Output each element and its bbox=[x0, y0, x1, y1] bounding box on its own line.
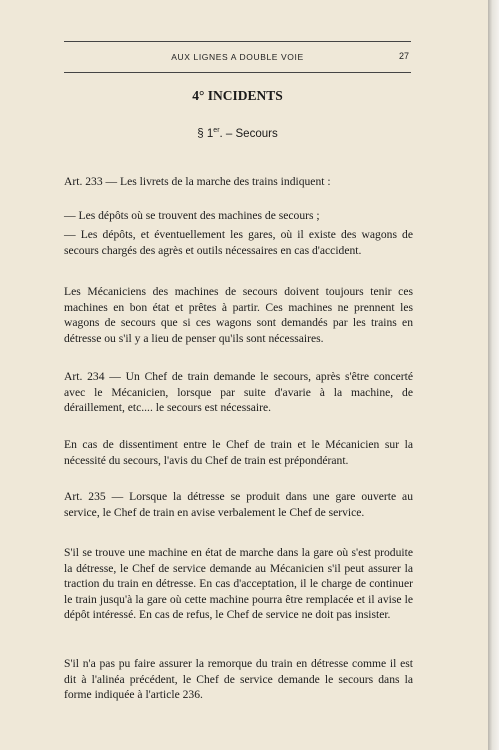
subsection-symbol: § 1 bbox=[197, 127, 214, 140]
paragraph-mecaniciens: Les Mécaniciens des machines de secours doivent toujours tenir ces machines en bon état et prêtes à partir. Ces machines ne prennent les wagons de secours que si ces wagons sont demandés par les trains en détresse ou s'il y a lieu de penser qu'ils sont nécessaires. bbox=[64, 285, 413, 345]
page-header bbox=[64, 41, 411, 73]
paragraph-remorque: S'il n'a pas pu faire assurer la remorque du train en détresse comme il est dit à l'alinéa précédent, le Chef de service demande le secours dans la forme indiquée à l'article 236. bbox=[64, 657, 413, 701]
page-number: 27 bbox=[398, 51, 409, 61]
subsection-heading: . – Secours bbox=[219, 127, 278, 140]
running-head: AUX LIGNES A DOUBLE VOIE bbox=[171, 52, 304, 62]
page-edge bbox=[488, 0, 499, 750]
paragraph-art-234: Art. 234 — Un Chef de train demande le secours, après s'être concerté avec le Mécanicien, lorsque par suite d'avarie à la machine, de déraillement, etc.... le secours est nécessaire. bbox=[64, 370, 413, 414]
paragraph-depots: — Les dépôts où se trouvent des machines de secours ; bbox=[64, 209, 320, 222]
paragraph-machine-en-gare: S'il se trouve une machine en état de marche dans la gare où s'est produite la détresse, le Chef de service demande au Mécanicien s'il peut assurer la traction du train en détresse. En cas d'acceptation, il le charge de continuer le train jusqu'à la gare où cette machine pourra être remplacée et il avise le dépôt intéressé. En cas de refus, le Chef de service ne doit pas insister. bbox=[64, 546, 413, 621]
subsection-superscript: er bbox=[213, 127, 220, 134]
subsection-title bbox=[64, 127, 411, 140]
paragraph-dissentiment: En cas de dissentiment entre le Chef de train et le Mécanicien sur la nécessité du secours, l'avis du Chef de train est prépondérant. bbox=[64, 438, 413, 467]
paragraph-wagons: — Les dépôts, et éventuellement les gares, où il existe des wagons de secours chargés des agrès et outils nécessaires en cas d'accident. bbox=[64, 228, 413, 257]
paragraph-art-233: Art. 233 — Les livrets de la marche des trains indiquent : bbox=[64, 175, 331, 188]
paragraph-art-235: Art. 235 — Lorsque la détresse se produit dans une gare ouverte au service, le Chef de train en avise verbalement le Chef de service. bbox=[64, 490, 413, 519]
section-title: 4° INCIDENTS bbox=[192, 88, 283, 103]
